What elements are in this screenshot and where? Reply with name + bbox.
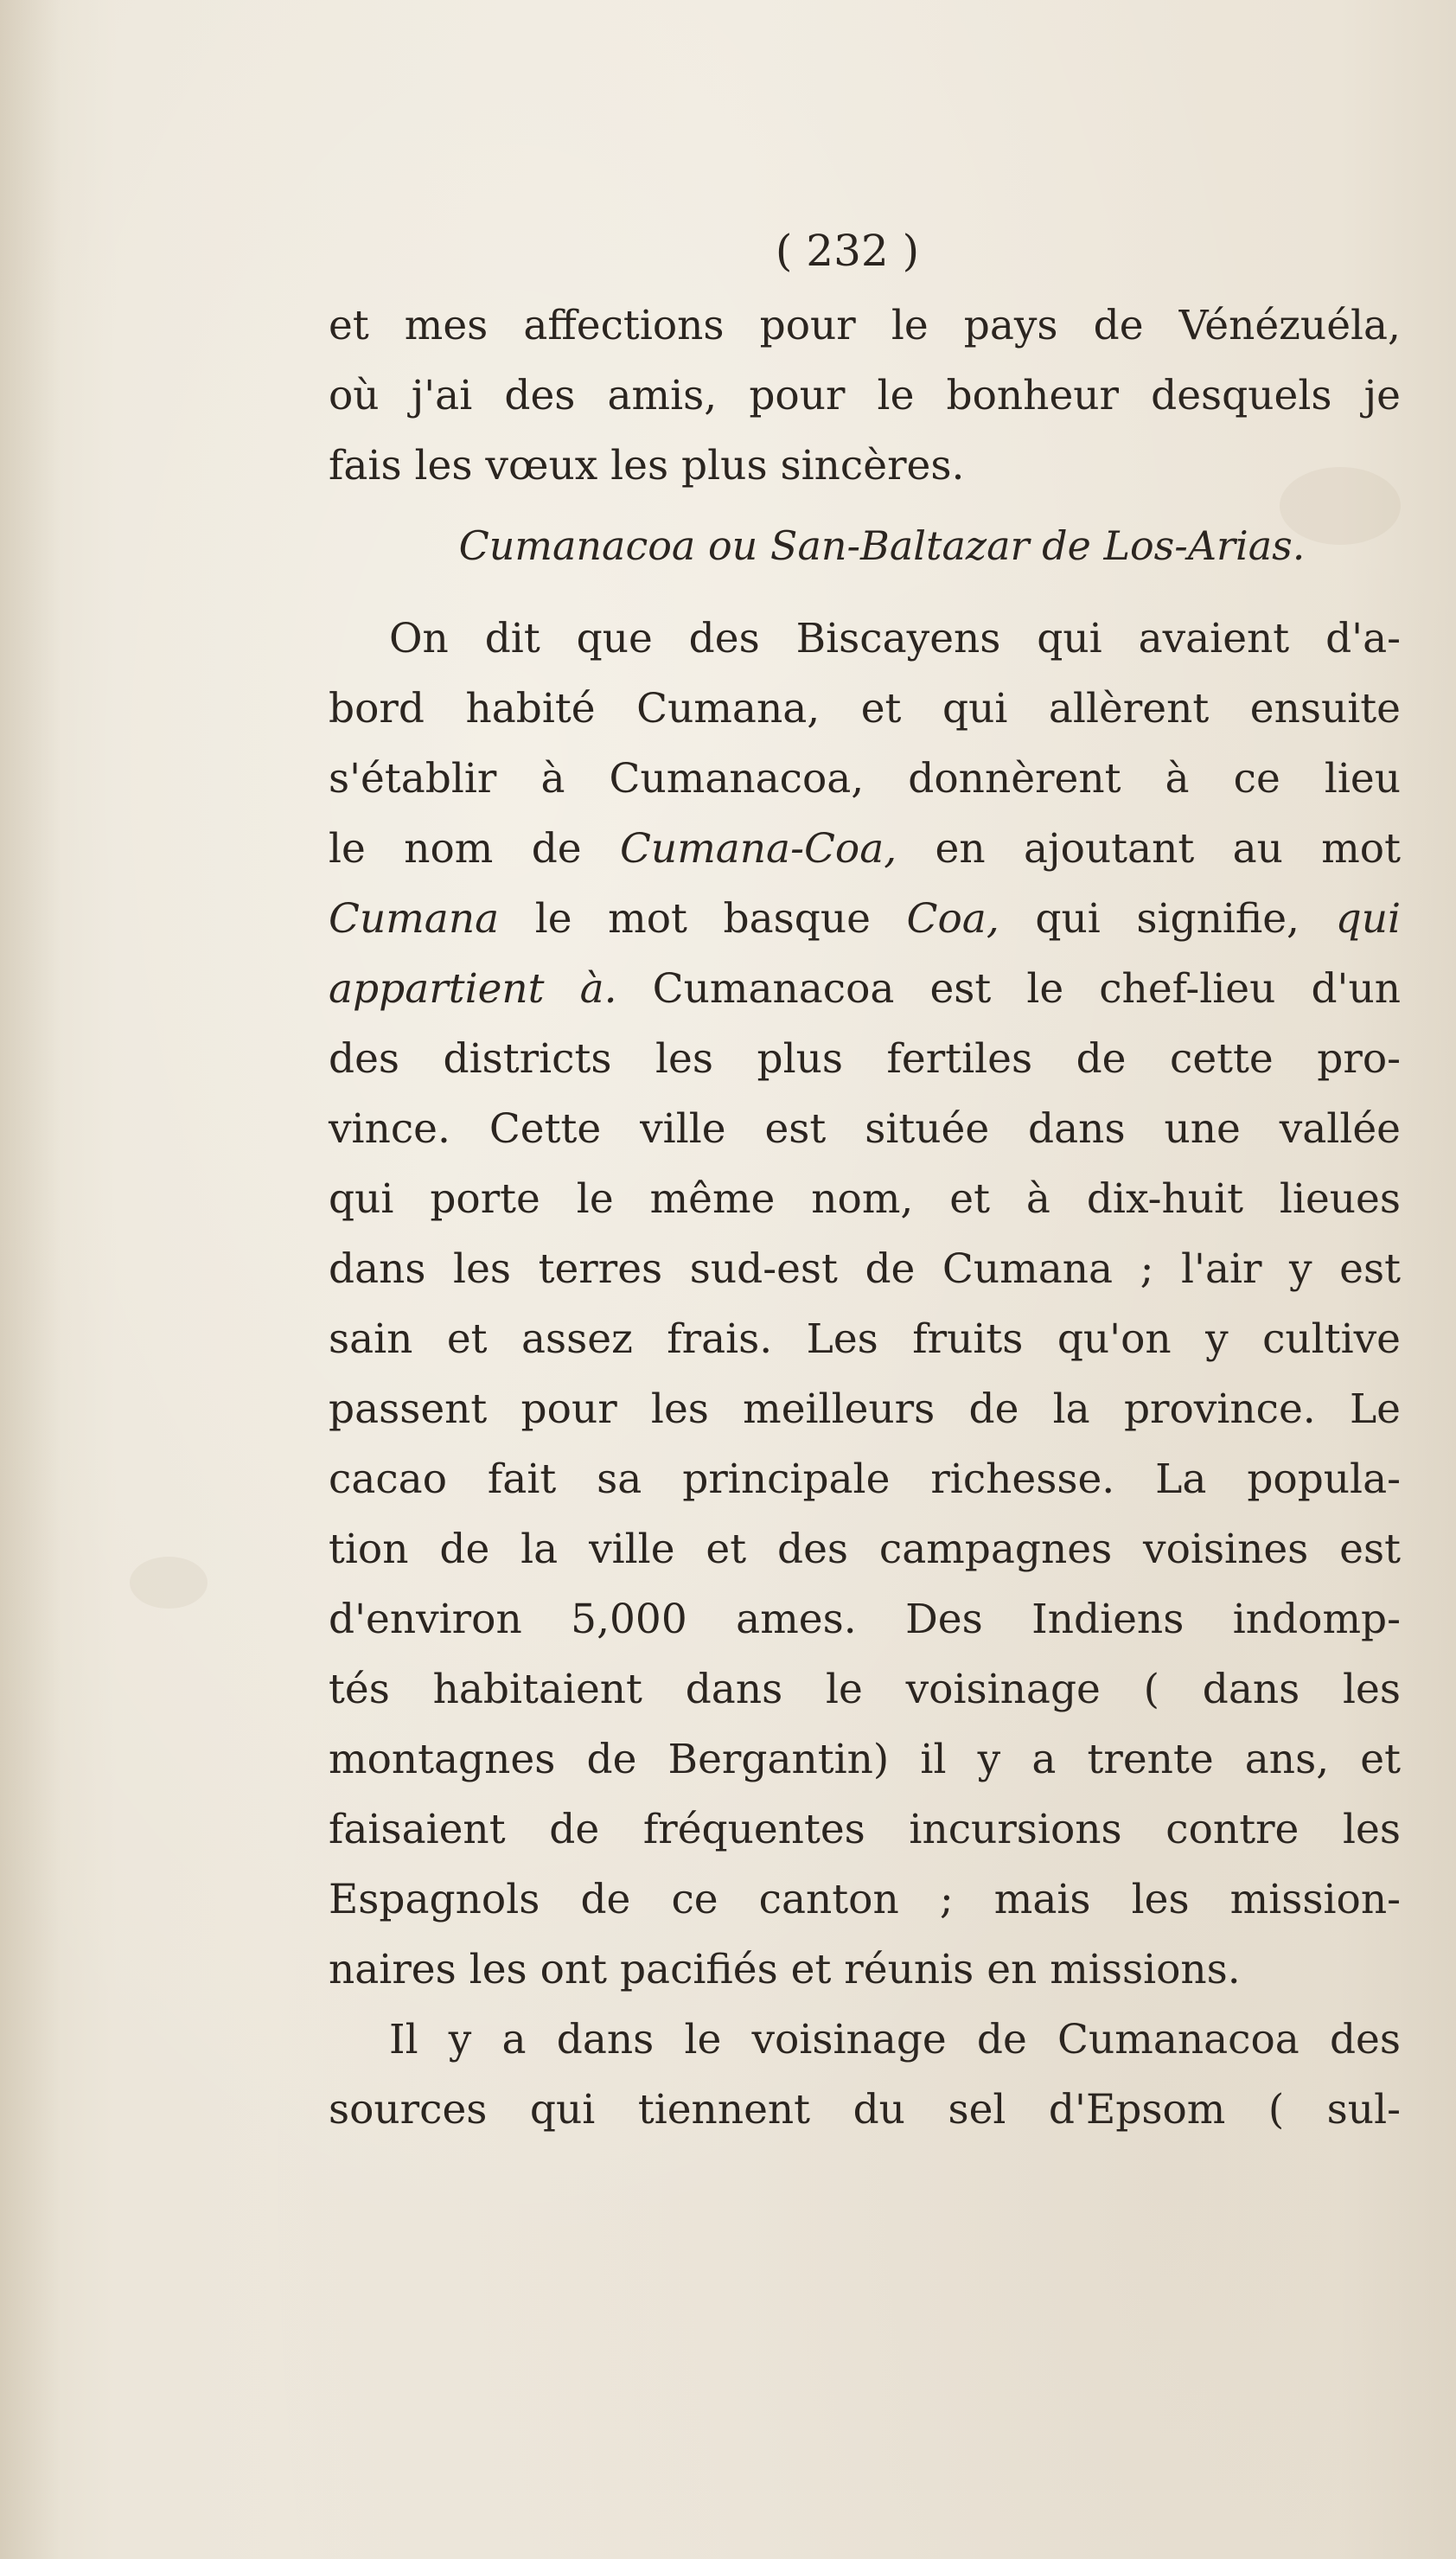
text-segment: le mot basque: [499, 895, 907, 943]
text-line: qui porte le même nom, et à dix-huit lieues: [329, 1175, 1401, 1223]
text-line: bord habité Cumana, et qui allèrent ensuite: [329, 685, 1401, 733]
paragraph: [329, 2005, 1401, 2145]
text-line: sources qui tiennent du sel d'Epsom ( sul-: [329, 2086, 1401, 2134]
text-line: vince. Cette ville est située dans une vallée: [329, 1105, 1401, 1153]
italic-term: Coa,: [906, 895, 999, 943]
page-text: [329, 216, 1401, 2145]
text-line: des districts les plus fertiles de cette pro-: [329, 1035, 1401, 1083]
italic-term: appartient à.: [329, 965, 617, 1013]
section-heading: Cumanacoa ou San-Baltazar de Los-Arias.: [458, 522, 1306, 569]
text-segment: qui signifie,: [999, 895, 1336, 943]
text-line: [329, 884, 1401, 954]
text-line: sain et assez frais. Les fruits qu'on y cultive: [329, 1315, 1401, 1363]
text-line: tés habitaient dans le voisinage ( dans les: [329, 1666, 1401, 1713]
text-line: fais les vœux les plus sincères.: [329, 442, 965, 489]
text-line: montagnes de Bergantin) il y a trente ans, et: [329, 1736, 1401, 1783]
text-line: Espagnols de ce canton ; mais les mission-: [329, 1876, 1401, 1923]
text-line: Il y a dans le voisinage de Cumanacoa des: [389, 2016, 1401, 2063]
italic-term: Cumana: [329, 895, 500, 943]
italic-term: Cumana-Coa,: [619, 825, 897, 873]
text-line: cacao fait sa principale richesse. La popula-: [329, 1455, 1401, 1503]
text-line: dans les terres sud-est de Cumana ; l'air y est: [329, 1245, 1401, 1293]
text-segment: le nom de: [329, 825, 620, 873]
text-line: tion de la ville et des campagnes voisines est: [329, 1526, 1401, 1573]
text-line: passent pour les meilleurs de la province. Le: [329, 1385, 1401, 1433]
text-line: d'environ 5,000 ames. Des Indiens indomp-: [329, 1596, 1401, 1643]
text-line: et mes affections pour le pays de Vénézuéla,: [329, 302, 1401, 349]
text-line: faisaient de fréquentes incursions contre les: [329, 1806, 1401, 1853]
text-segment: en ajoutant au mot: [897, 825, 1401, 873]
page-gutter-shadow: [0, 0, 61, 2559]
text-line: [329, 814, 1401, 884]
text-line: On dit que des Biscayens qui avaient d'a-: [389, 615, 1401, 662]
text-line: naires les ont pacifiés et réunis en missions.: [329, 1946, 1241, 1993]
text-line: [329, 954, 1401, 1024]
text-segment: Cumanacoa est le chef-lieu d'un: [616, 965, 1401, 1013]
italic-term: qui: [1335, 895, 1401, 943]
page-number: ( 232 ): [775, 226, 920, 276]
text-line: s'établir à Cumanacoa, donnèrent à ce lieu: [329, 755, 1401, 803]
text-line: où j'ai des amis, pour le bonheur desquels je: [329, 372, 1401, 419]
paragraph: [329, 604, 1401, 2005]
paper-stain: [130, 1557, 208, 1609]
